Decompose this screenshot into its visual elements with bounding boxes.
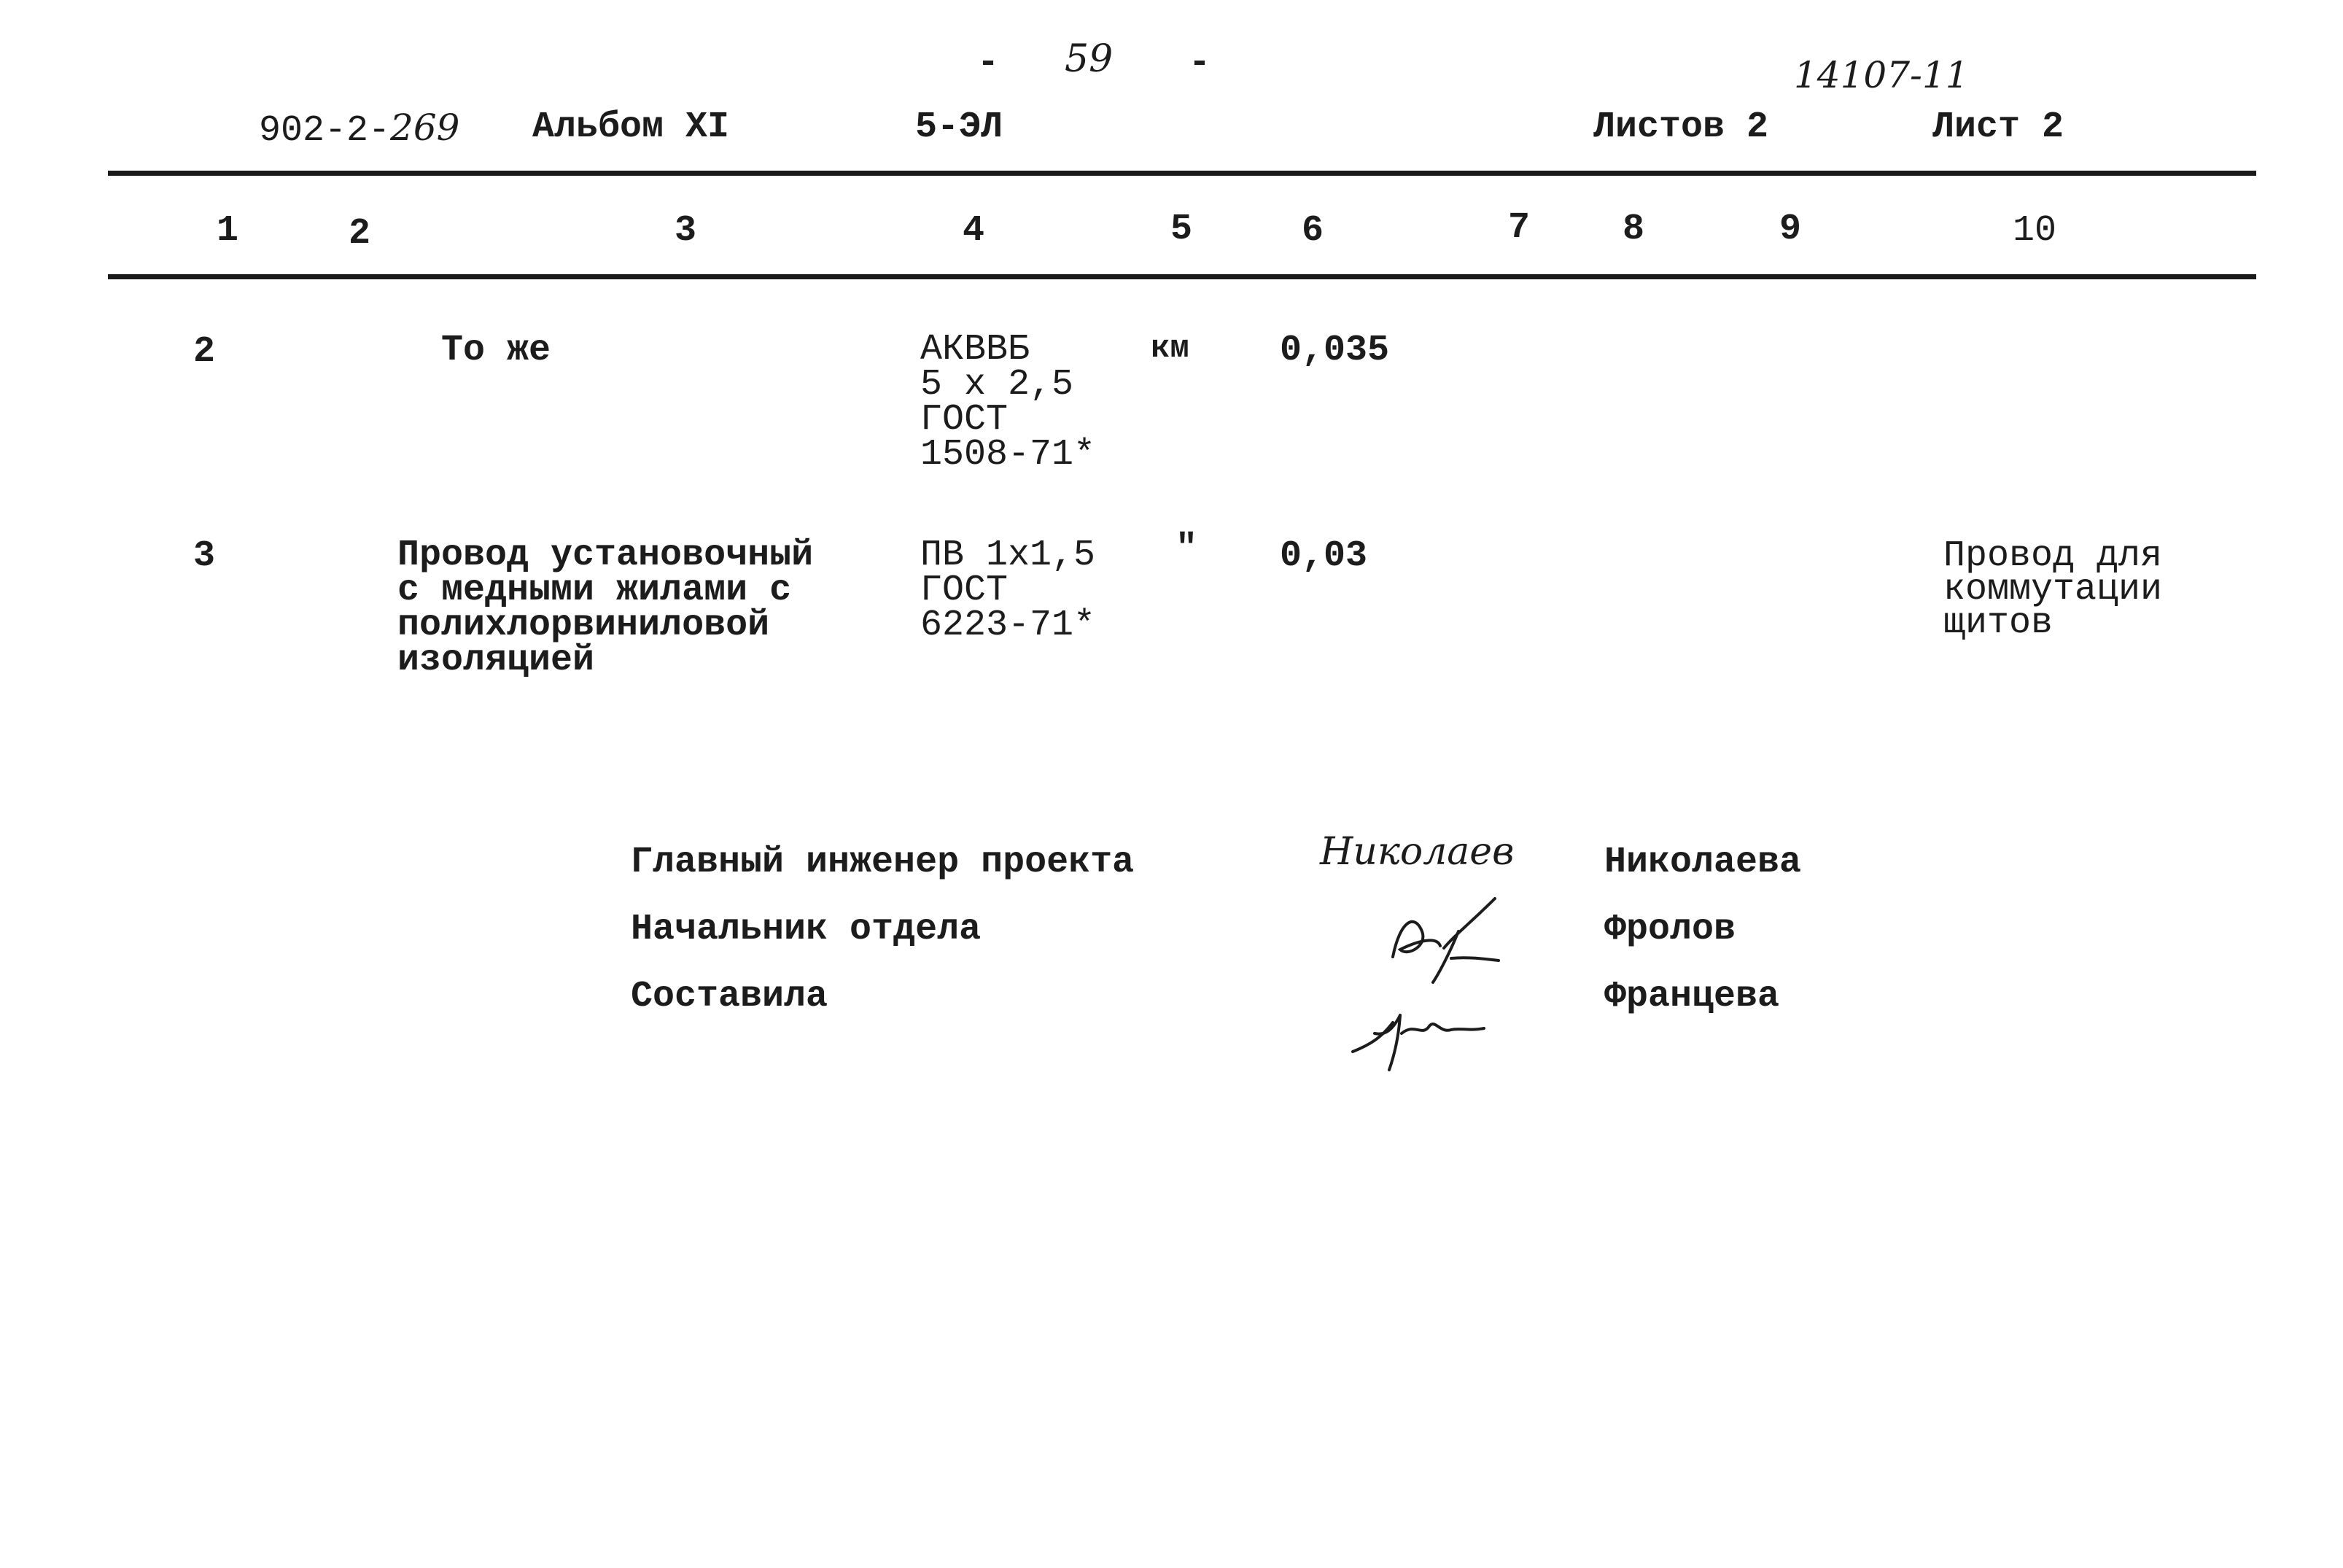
- signature-name: Николаева: [1604, 842, 1802, 883]
- column-number: 7: [1508, 207, 1531, 249]
- document-code-handwritten: 269: [390, 106, 460, 149]
- item-unit: ": [1176, 528, 1198, 570]
- column-number: 6: [1302, 210, 1324, 252]
- item-quantity: 0,035: [1280, 330, 1390, 371]
- item-name: То же: [441, 330, 551, 371]
- dash-right: -: [1189, 42, 1211, 84]
- sheet-number: Лист 2: [1932, 106, 2064, 148]
- document-code: [259, 106, 460, 152]
- item-note: Провод для коммутации щитов: [1943, 535, 2163, 644]
- column-number: 2: [349, 213, 371, 255]
- table-top-rule: [108, 171, 2256, 176]
- column-number: 8: [1623, 209, 1645, 250]
- signature-role: Начальник отдела: [631, 909, 982, 950]
- item-mark: ПВ 1х1,5 ГОСТ 6223-71*: [920, 535, 1096, 646]
- dash-left: -: [977, 42, 1000, 84]
- page-number: 59: [1065, 37, 1114, 81]
- document-code-prefix: 902-2-: [259, 110, 391, 152]
- signature-role: Составила: [631, 976, 828, 1017]
- row-number: 2: [193, 331, 216, 373]
- column-number: 4: [963, 210, 985, 252]
- signature-name: Францева: [1604, 976, 1780, 1017]
- column-number: 10: [2013, 210, 2057, 252]
- item-name: Провод установочный с медными жилами с полихлорвиниловой изоляцией: [397, 535, 814, 681]
- column-number: 1: [217, 210, 239, 252]
- item-unit: км: [1151, 330, 1189, 367]
- column-number: 9: [1779, 209, 1802, 250]
- mark-label: 5-ЭЛ: [915, 106, 1003, 148]
- row-number: 3: [193, 535, 216, 577]
- table-header-rule: [108, 274, 2256, 279]
- item-quantity: 0,03: [1280, 535, 1368, 577]
- handwritten-ref-number: 14107-11: [1794, 54, 1969, 96]
- handwritten-signature: [1371, 891, 1502, 986]
- signature-role: Главный инженер проекта: [631, 842, 1135, 883]
- handwritten-signature: [1349, 993, 1488, 1074]
- column-number: 5: [1170, 209, 1193, 250]
- column-number: 3: [675, 210, 697, 252]
- item-mark: АКВВБ 5 х 2,5 ГОСТ 1508-71*: [920, 329, 1096, 476]
- handwritten-signature: Николаев: [1320, 830, 1515, 874]
- sheets-total: Листов 2: [1593, 106, 1769, 148]
- signature-name: Фролов: [1604, 909, 1736, 950]
- album-label: Альбом XI: [532, 106, 730, 148]
